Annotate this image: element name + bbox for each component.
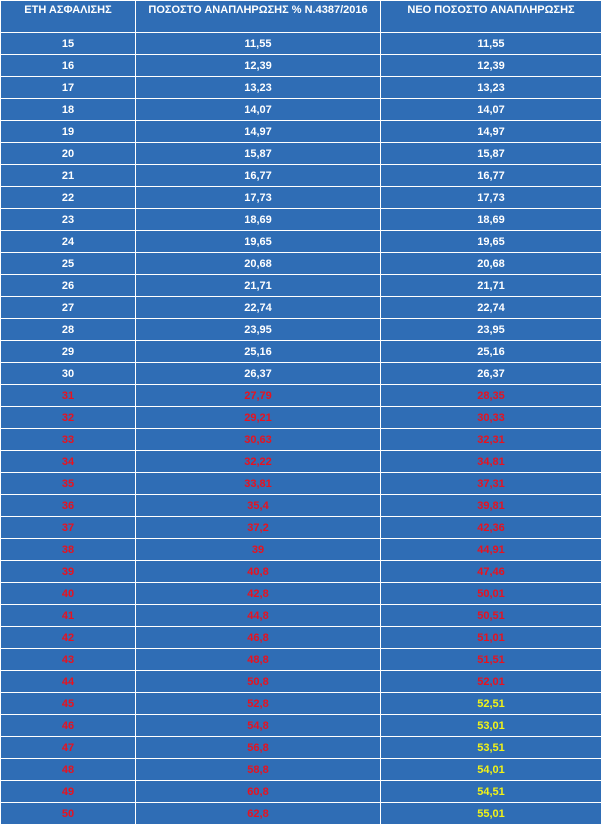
table-row [1,517,601,539]
table-body [1,33,601,825]
insurance-years-cell: 44 [1,671,136,693]
old-rate-cell: 21,71 [136,275,381,297]
table-row [1,209,601,231]
new-rate-cell: 44,91 [381,539,601,561]
table-row [1,737,601,759]
insurance-years-cell: 38 [1,539,136,561]
table-row [1,781,601,803]
old-rate-cell: 12,39 [136,55,381,77]
insurance-years-cell: 49 [1,781,136,803]
old-rate-cell: 29,21 [136,407,381,429]
old-rate-cell: 19,65 [136,231,381,253]
old-rate-cell: 48,8 [136,649,381,671]
new-rate-cell: 39,81 [381,495,601,517]
new-rate-cell: 28,35 [381,385,601,407]
new-rate-cell: 52,01 [381,671,601,693]
new-rate-cell: 25,16 [381,341,601,363]
insurance-years-cell: 43 [1,649,136,671]
insurance-years-cell: 30 [1,363,136,385]
new-rate-cell: 11,55 [381,33,601,55]
insurance-years-cell: 32 [1,407,136,429]
insurance-years-cell: 18 [1,99,136,121]
old-rate-cell: 16,77 [136,165,381,187]
table-row [1,627,601,649]
new-rate-cell: 32,31 [381,429,601,451]
table-row [1,649,601,671]
old-rate-cell: 52,8 [136,693,381,715]
new-rate-cell: 14,07 [381,99,601,121]
header-insurance-years: ΕΤΗ ΑΣΦΑΛΙΣΗΣ [1,1,136,33]
table-row [1,143,601,165]
insurance-years-cell: 40 [1,583,136,605]
header-row [1,1,601,33]
old-rate-cell: 54,8 [136,715,381,737]
new-rate-cell: 54,01 [381,759,601,781]
old-rate-cell: 42,8 [136,583,381,605]
old-rate-cell: 58,8 [136,759,381,781]
insurance-years-cell: 17 [1,77,136,99]
insurance-years-cell: 46 [1,715,136,737]
old-rate-cell: 40,8 [136,561,381,583]
new-rate-cell: 30,33 [381,407,601,429]
insurance-years-cell: 42 [1,627,136,649]
old-rate-cell: 32,22 [136,451,381,473]
insurance-years-cell: 28 [1,319,136,341]
table-row [1,319,601,341]
table-row [1,605,601,627]
table-row [1,561,601,583]
insurance-years-cell: 35 [1,473,136,495]
table-row [1,77,601,99]
table-row [1,539,601,561]
new-rate-cell: 54,51 [381,781,601,803]
insurance-years-cell: 25 [1,253,136,275]
old-rate-cell: 15,87 [136,143,381,165]
header-old-rate: ΠΟΣΟΣΤΟ ΑΝΑΠΛΗΡΩΣΗΣ % Ν.4387/2016 [136,1,381,33]
old-rate-cell: 18,69 [136,209,381,231]
table-row [1,363,601,385]
new-rate-cell: 53,51 [381,737,601,759]
table-row [1,385,601,407]
old-rate-cell: 17,73 [136,187,381,209]
new-rate-cell: 51,51 [381,649,601,671]
new-rate-cell: 13,23 [381,77,601,99]
insurance-years-cell: 47 [1,737,136,759]
table-row [1,99,601,121]
table-row [1,583,601,605]
new-rate-cell: 21,71 [381,275,601,297]
old-rate-cell: 14,97 [136,121,381,143]
old-rate-cell: 33,81 [136,473,381,495]
old-rate-cell: 11,55 [136,33,381,55]
table-row [1,451,601,473]
old-rate-cell: 44,8 [136,605,381,627]
old-rate-cell: 26,37 [136,363,381,385]
table-row [1,121,601,143]
insurance-years-cell: 45 [1,693,136,715]
insurance-years-cell: 39 [1,561,136,583]
old-rate-cell: 30,63 [136,429,381,451]
insurance-years-cell: 22 [1,187,136,209]
old-rate-cell: 23,95 [136,319,381,341]
table-row [1,495,601,517]
new-rate-cell: 47,46 [381,561,601,583]
old-rate-cell: 35,4 [136,495,381,517]
table-row [1,803,601,825]
insurance-years-cell: 36 [1,495,136,517]
table-row [1,759,601,781]
new-rate-cell: 53,01 [381,715,601,737]
insurance-years-cell: 50 [1,803,136,825]
new-rate-cell: 17,73 [381,187,601,209]
table-row [1,55,601,77]
old-rate-cell: 39 [136,539,381,561]
new-rate-cell: 34,81 [381,451,601,473]
table-row [1,715,601,737]
new-rate-cell: 23,95 [381,319,601,341]
new-rate-cell: 18,69 [381,209,601,231]
new-rate-cell: 19,65 [381,231,601,253]
insurance-years-cell: 48 [1,759,136,781]
new-rate-cell: 50,01 [381,583,601,605]
insurance-years-cell: 20 [1,143,136,165]
table-row [1,473,601,495]
new-rate-cell: 52,51 [381,693,601,715]
table-row [1,33,601,55]
old-rate-cell: 56,8 [136,737,381,759]
new-rate-cell: 15,87 [381,143,601,165]
new-rate-cell: 16,77 [381,165,601,187]
table-row [1,429,601,451]
new-rate-cell: 22,74 [381,297,601,319]
table-row [1,693,601,715]
table-row [1,671,601,693]
insurance-years-cell: 33 [1,429,136,451]
new-rate-cell: 50,51 [381,605,601,627]
table-row [1,165,601,187]
insurance-years-cell: 27 [1,297,136,319]
insurance-years-cell: 41 [1,605,136,627]
old-rate-cell: 22,74 [136,297,381,319]
insurance-years-cell: 26 [1,275,136,297]
table-row [1,231,601,253]
new-rate-cell: 12,39 [381,55,601,77]
new-rate-cell: 26,37 [381,363,601,385]
table-header [1,1,601,33]
table-row [1,275,601,297]
new-rate-cell: 14,97 [381,121,601,143]
old-rate-cell: 20,68 [136,253,381,275]
insurance-years-cell: 31 [1,385,136,407]
old-rate-cell: 25,16 [136,341,381,363]
header-new-rate: ΝΕΟ ΠΟΣΟΣΤΟ ΑΝΑΠΛΗΡΩΣΗΣ [381,1,601,33]
insurance-years-cell: 37 [1,517,136,539]
old-rate-cell: 13,23 [136,77,381,99]
old-rate-cell: 60,8 [136,781,381,803]
insurance-years-cell: 24 [1,231,136,253]
old-rate-cell: 27,79 [136,385,381,407]
table-row [1,187,601,209]
new-rate-cell: 42,36 [381,517,601,539]
new-rate-cell: 51,01 [381,627,601,649]
old-rate-cell: 37,2 [136,517,381,539]
table-row [1,341,601,363]
insurance-years-cell: 34 [1,451,136,473]
old-rate-cell: 46,8 [136,627,381,649]
insurance-years-cell: 29 [1,341,136,363]
old-rate-cell: 62,8 [136,803,381,825]
insurance-years-cell: 23 [1,209,136,231]
old-rate-cell: 50,8 [136,671,381,693]
table-row [1,253,601,275]
insurance-years-cell: 15 [1,33,136,55]
old-rate-cell: 14,07 [136,99,381,121]
new-rate-cell: 20,68 [381,253,601,275]
table-row [1,297,601,319]
insurance-years-cell: 19 [1,121,136,143]
insurance-years-cell: 16 [1,55,136,77]
new-rate-cell: 37,31 [381,473,601,495]
table-row [1,407,601,429]
new-rate-cell: 55,01 [381,803,601,825]
insurance-years-cell: 21 [1,165,136,187]
